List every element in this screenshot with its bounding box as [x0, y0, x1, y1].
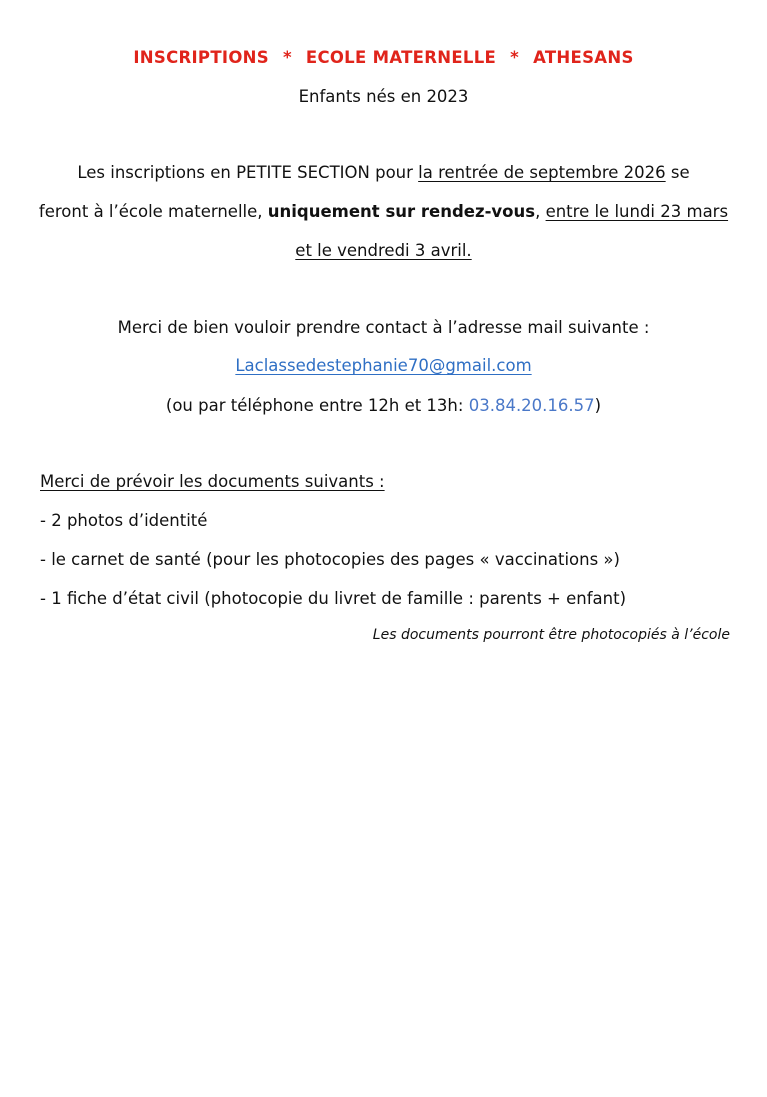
email-link[interactable]: Laclassedestephanie70@gmail.com — [235, 356, 532, 375]
phone-link[interactable]: 03.84.20.16.57 — [468, 396, 595, 415]
intro-text: , — [535, 202, 546, 221]
email-line — [0, 355, 767, 377]
intro-line-2 — [0, 201, 767, 223]
contact-text: Merci de bien vouloir prendre contact à l’adresse mail suivante : — [117, 318, 650, 337]
intro-start-date: entre le lundi 23 mars — [545, 202, 729, 221]
intro-text: se — [665, 163, 690, 182]
intro-rentree-date: la rentrée de septembre 2026 — [418, 163, 666, 182]
intro-text: Les inscriptions en PETITE SECTION pour — [77, 163, 419, 182]
intro-appointment-only: uniquement sur rendez-vous — [267, 202, 536, 221]
document-item: - le carnet de santé (pour les photocopies des pages « vaccinations ») — [40, 550, 620, 569]
page-title — [0, 47, 767, 69]
document-item: - 2 photos d’identité — [40, 511, 208, 530]
phone-prefix: (ou par téléphone entre 12h et 13h: — [165, 396, 469, 415]
page-subtitle: Enfants nés en 2023 — [298, 87, 469, 106]
documents-heading: Merci de prévoir les documents suivants : — [40, 472, 385, 491]
intro-line-1 — [0, 162, 767, 184]
phone-suffix: ) — [594, 396, 602, 415]
documents-note: Les documents pourront être photocopiés à l’école — [372, 627, 730, 643]
title-school: ECOLE MATERNELLE — [305, 48, 497, 67]
intro-line-3 — [0, 240, 767, 262]
intro-text: feront à l’école maternelle, — [38, 202, 268, 221]
intro-end-date: et le vendredi 3 avril. — [295, 241, 472, 260]
phone-line — [0, 395, 767, 417]
title-inscriptions: INSCRIPTIONS — [133, 48, 269, 67]
title-separator: * — [510, 48, 520, 67]
title-separator: * — [282, 48, 292, 67]
document-item: - 1 fiche d’état civil (photocopie du livret de famille : parents + enfant) — [40, 589, 627, 608]
title-town: ATHESANS — [533, 48, 634, 67]
